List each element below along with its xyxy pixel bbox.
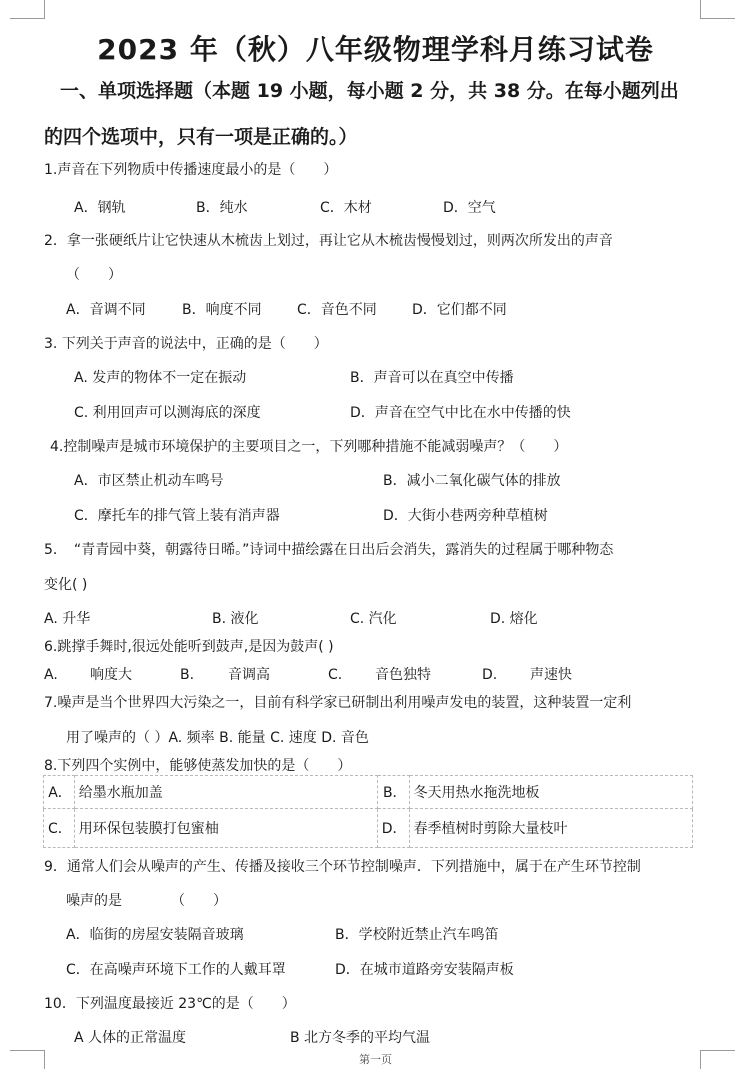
table-row bbox=[44, 809, 693, 848]
question-3-option-b: B．声音可以在真空中传播 bbox=[350, 370, 514, 386]
table-cell-label: D． bbox=[377, 809, 409, 848]
question-5-option-d: D. 熔化 bbox=[490, 611, 538, 627]
question-5-stem-cont: 变化( ) bbox=[44, 577, 88, 593]
question-6-option-a: 响度大 bbox=[90, 667, 132, 683]
question-7-stem: 7.噪声是当个世界四大污染之一，目前有科学家已研制出利用噪声发电的装置，这种装置一定利 bbox=[44, 695, 632, 711]
page-number-footer: 第一页 bbox=[359, 1053, 392, 1066]
question-5-option-c: C. 汽化 bbox=[350, 611, 397, 627]
question-10-option-a: A 人体的正常温度 bbox=[74, 1030, 187, 1046]
question-2-option-c: C．音色不同 bbox=[297, 302, 377, 318]
table-cell-option: 春季植树时剪除大量枝叶 bbox=[409, 809, 692, 848]
question-4-option-c: C．摩托车的排气管上装有消声器 bbox=[74, 508, 280, 524]
question-1-option-a: A．钢轨 bbox=[74, 200, 126, 216]
question-2-option-a: A．音调不同 bbox=[66, 302, 146, 318]
table-cell-label: B． bbox=[377, 776, 409, 809]
question-9-option-c: C．在高噪声环境下工作的人戴耳罩 bbox=[66, 962, 286, 978]
question-10-option-b: B 北方冬季的平均气温 bbox=[290, 1030, 431, 1046]
question-3-option-c: C. 利用回声可以测海底的深度 bbox=[74, 405, 261, 421]
question-6-label-d: D. bbox=[482, 667, 498, 683]
question-4-stem: 4.控制噪声是城市环境保护的主要项目之一，下列哪种措施不能减弱噪声？（ ） bbox=[50, 439, 568, 455]
table-cell-option: 给墨水瓶加盖 bbox=[74, 776, 377, 809]
question-9-option-b: B．学校附近禁止汽车鸣笛 bbox=[335, 927, 499, 943]
question-5-stem: 5． “青青园中葵，朝露待日晞。”诗词中描绘露在日出后会消失，露消失的过程属于哪种物态 bbox=[44, 542, 614, 558]
question-6-label-c: C. bbox=[328, 667, 343, 683]
question-1-option-b: B．纯水 bbox=[196, 200, 248, 216]
question-6-label-a: A. bbox=[44, 667, 58, 683]
table-row bbox=[44, 776, 693, 809]
question-8-stem: 8.下列四个实例中，能够使蒸发加快的是（ ） bbox=[44, 758, 352, 774]
table-cell-option: 用环保包装膜打包蜜柚 bbox=[74, 809, 377, 848]
question-6-stem: 6.跳撑手舞时,很远处能听到鼓声,是因为鼓声( ) bbox=[44, 639, 334, 655]
question-4-option-a: A．市区禁止机动车鸣号 bbox=[74, 473, 224, 489]
question-3-option-a: A. 发声的物体不一定在振动 bbox=[74, 370, 247, 386]
question-2-option-d: D．它们都不同 bbox=[412, 302, 507, 318]
page-title: 2023 年（秋）八年级物理学科月练习试卷 bbox=[97, 33, 654, 66]
question-3-option-d: D．声音在空气中比在水中传播的快 bbox=[350, 405, 571, 421]
question-3-stem: 3. 下列关于声音的说法中，正确的是（ ） bbox=[44, 336, 328, 352]
question-5-option-a: A. 升华 bbox=[44, 611, 91, 627]
question-2-option-b: B．响度不同 bbox=[182, 302, 262, 318]
table-cell-label: A． bbox=[44, 776, 75, 809]
question-2-paren: （ ） bbox=[66, 267, 122, 283]
question-9-option-a: A．临街的房屋安装隔音玻璃 bbox=[66, 927, 244, 943]
question-5-option-b: B. 液化 bbox=[212, 611, 259, 627]
question-6-option-b: 音调高 bbox=[228, 667, 270, 683]
section-heading-line2: 的四个选项中，只有一项是正确的。） bbox=[44, 126, 358, 148]
question-1-option-d: D．空气 bbox=[443, 200, 496, 216]
question-1-stem: 1.声音在下列物质中传播速度最小的是（ ） bbox=[44, 162, 338, 178]
question-2-stem: 2．拿一张硬纸片让它快速从木梳齿上划过，再让它从木梳齿慢慢划过，则两次所发出的声音 bbox=[44, 233, 613, 249]
table-cell-label: C． bbox=[44, 809, 75, 848]
question-7-stem-cont: 用了噪声的（ ）A. 频率 B. 能量 C. 速度 D. 音色 bbox=[66, 730, 369, 746]
crop-mark-top-right bbox=[700, 0, 735, 19]
table-cell-option: 冬天用热水拖洗地板 bbox=[409, 776, 692, 809]
section-heading-line1: 一、单项选择题（本题 19 小题，每小题 2 分，共 38 分。在每小题列出 bbox=[60, 80, 679, 102]
question-9-stem-cont: 噪声的是 （ ） bbox=[66, 893, 227, 909]
question-9-stem: 9．通常人们会从噪声的产生、传播及接收三个环节控制噪声．下列措施中，属于在产生环节控制 bbox=[44, 859, 641, 875]
question-9-option-d: D．在城市道路旁安装隔声板 bbox=[335, 962, 514, 978]
crop-mark-top-left bbox=[10, 0, 45, 19]
question-4-option-d: D．大街小巷两旁种草植树 bbox=[383, 508, 548, 524]
question-8-options-table bbox=[43, 775, 693, 848]
question-6-option-d: 声速快 bbox=[530, 667, 572, 683]
question-6-option-c: 音色独特 bbox=[375, 667, 431, 683]
question-10-stem: 10．下列温度最接近 23℃的是（ ） bbox=[44, 996, 296, 1012]
question-1-option-c: C．木材 bbox=[320, 200, 372, 216]
question-4-option-b: B．减小二氧化碳气体的排放 bbox=[383, 473, 561, 489]
question-6-label-b: B. bbox=[180, 667, 195, 683]
